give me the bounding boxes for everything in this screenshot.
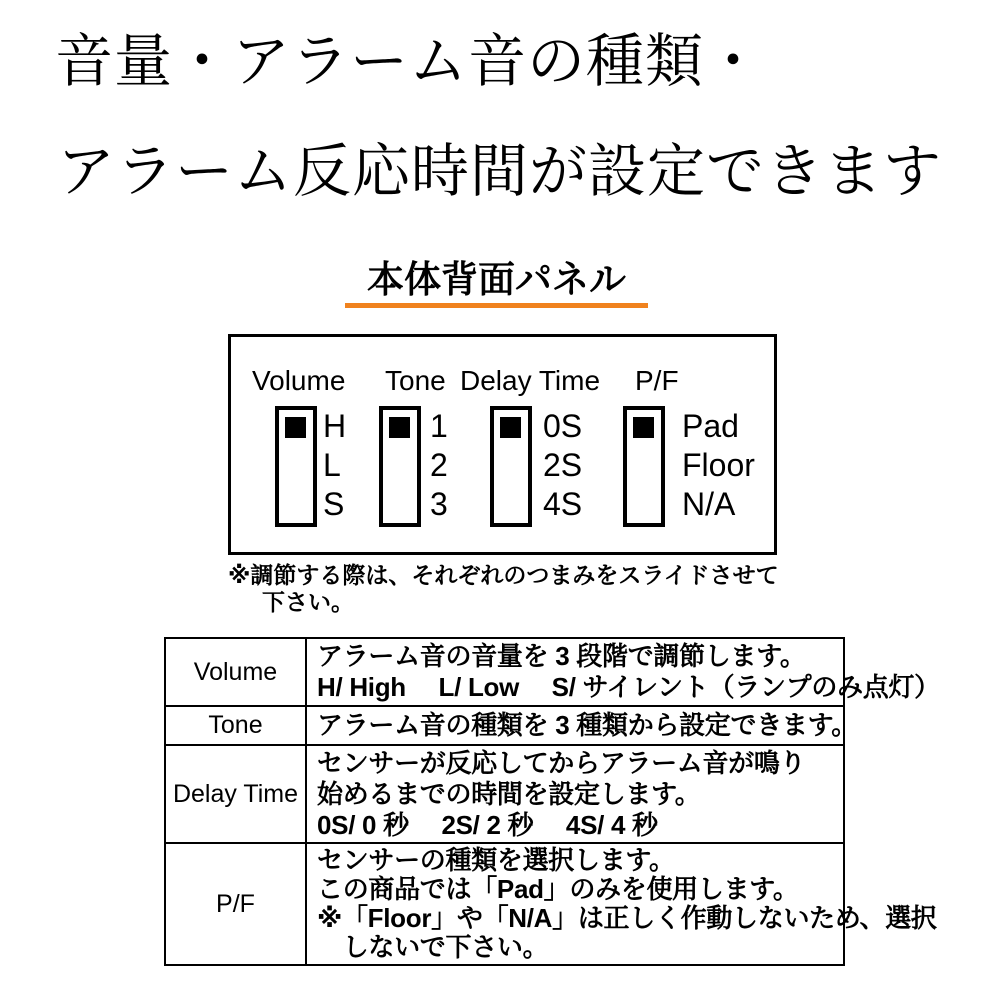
description-line: センサーが反応してからアラーム音が鳴り — [317, 747, 806, 778]
table-row-volume — [165, 638, 844, 706]
adjustment-note — [228, 562, 779, 616]
description-line: センサーの種類を選択します。 — [317, 845, 675, 875]
delay-time-option: 4S — [543, 486, 583, 522]
description-line: この商品では「Pad」のみを使用します。 — [317, 874, 799, 904]
settings-spec-table — [164, 637, 940, 966]
switch-label-pf: P/F — [635, 365, 679, 396]
description-line: 0S/ 0 秒 2S/ 2 秒 4S/ 4 秒 — [317, 809, 658, 840]
pf-slide-switch — [623, 406, 665, 527]
delay-time-switch-knob — [500, 417, 521, 438]
row-description-volume — [306, 638, 940, 706]
row-label-delay-time: Delay Time — [165, 745, 306, 843]
delay-time-option: 2S — [543, 447, 583, 483]
tone-option: 2 — [430, 447, 448, 483]
page-title-line2: アラーム反応時間が設定できます — [57, 139, 943, 204]
volume-option: S — [323, 486, 345, 522]
delay-time-option: 0S — [543, 408, 583, 444]
pf-switch-options — [682, 407, 755, 524]
description-line: 始めるまでの時間を設定します。 — [317, 778, 701, 809]
pf-switch-knob — [633, 417, 654, 438]
adjustment-note-line2: 下さい。 — [262, 589, 354, 615]
description-line: H/ High L/ Low S/ サイレント（ランプのみ点灯） — [317, 672, 940, 702]
tone-switch-options — [430, 407, 448, 524]
pf-option: Floor — [682, 447, 755, 483]
volume-option: L — [323, 447, 341, 483]
switch-label-tone: Tone — [385, 365, 446, 396]
back-panel-diagram — [228, 334, 777, 555]
table-row-tone — [165, 706, 844, 745]
row-description-delay-time — [306, 745, 844, 843]
tone-option: 1 — [430, 408, 448, 444]
pf-option: Pad — [682, 408, 739, 444]
description-line: アラーム音の音量を 3 段階で調節します。 — [317, 641, 806, 671]
description-line: アラーム音の種類を 3 種類から設定できます。 — [317, 710, 857, 740]
adjustment-note-line1: ※調節する際は、それぞれのつまみをスライドさせて — [228, 562, 779, 588]
volume-slide-switch — [275, 406, 317, 527]
tone-slide-switch — [379, 406, 421, 527]
row-description-tone — [306, 706, 857, 745]
row-label-tone: Tone — [165, 706, 306, 745]
panel-section-title — [345, 260, 648, 308]
table-row-pf — [165, 843, 844, 965]
description-line: しないで下さい。 — [317, 932, 549, 962]
switch-label-delay-time: Delay Time — [460, 365, 601, 396]
switch-label-volume: Volume — [252, 365, 346, 396]
delay-time-switch-options — [543, 407, 582, 524]
row-label-pf: P/F — [165, 843, 306, 965]
volume-option: H — [323, 408, 347, 444]
row-label-volume: Volume — [165, 638, 306, 706]
volume-switch-knob — [285, 417, 306, 438]
tone-option: 3 — [430, 486, 448, 522]
description-line: ※「Floor」や「N/A」は正しく作動しないため、選択 — [317, 903, 937, 933]
tone-switch-knob — [389, 417, 410, 438]
row-description-pf — [306, 843, 937, 965]
pf-option: N/A — [682, 486, 736, 522]
panel-section-title-text: 本体背面パネル — [367, 259, 626, 300]
page-title-line1: 音量・アラーム音の種類・ — [55, 29, 764, 94]
delay-time-slide-switch — [490, 406, 532, 527]
table-row-delay-time — [165, 745, 844, 843]
volume-switch-options — [323, 407, 346, 524]
